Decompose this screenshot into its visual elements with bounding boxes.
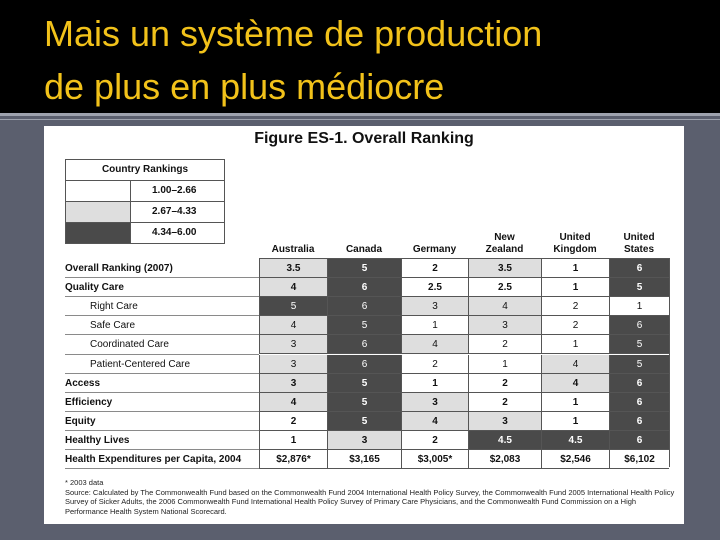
- table-cell: 3: [401, 297, 468, 316]
- row-label: Equity: [65, 415, 96, 427]
- table-cell: 1: [401, 316, 468, 335]
- table-cell: 4: [541, 374, 609, 393]
- column-header: Germany: [412, 244, 457, 255]
- table-row: [44, 278, 684, 297]
- table-cell: 1: [541, 278, 609, 297]
- table-cell: 4: [401, 335, 468, 354]
- table-row: [44, 259, 684, 278]
- row-label: Healthy Lives: [65, 434, 130, 446]
- table-cell: 2.5: [468, 278, 541, 297]
- table-cell: 2: [541, 316, 609, 335]
- table-cell: 1: [541, 412, 609, 431]
- table-row: [44, 297, 684, 316]
- table-cell: 2: [401, 431, 468, 450]
- table-cell: 5: [609, 355, 669, 374]
- table-row: [44, 335, 684, 354]
- table-cell: $2,083: [468, 450, 541, 469]
- table-cell: 2: [401, 259, 468, 278]
- footnotes: [65, 478, 680, 516]
- table-cell: 1: [609, 297, 669, 316]
- table-cell: 1: [468, 355, 541, 374]
- row-label: Access: [65, 377, 101, 389]
- table-cell: 3: [468, 316, 541, 335]
- table-cell: $2,876*: [259, 450, 327, 469]
- divider-rule-thin: [0, 119, 720, 120]
- table-cell: 6: [609, 374, 669, 393]
- table-cell: 1: [541, 335, 609, 354]
- table-cell: $3,165: [327, 450, 401, 469]
- column-header: Canada: [345, 244, 383, 255]
- table-cell: 5: [327, 316, 401, 335]
- legend-swatch: [66, 202, 131, 222]
- table-cell: 4: [401, 412, 468, 431]
- table-cell: 2: [468, 374, 541, 393]
- table-border-right: [669, 258, 670, 467]
- table-cell: 5: [327, 393, 401, 412]
- table-cell: 4: [259, 278, 327, 297]
- table-border-top: [259, 258, 670, 259]
- table-cell: 4.5: [541, 431, 609, 450]
- row-label: Efficiency: [65, 396, 113, 408]
- table-cell: 6: [609, 412, 669, 431]
- table-cell: $2,546: [541, 450, 609, 469]
- divider-rule: [0, 113, 720, 116]
- table-cell: $6,102: [609, 450, 669, 469]
- table-cell: 1: [541, 393, 609, 412]
- table-cell: 3: [259, 374, 327, 393]
- legend-swatch: [66, 223, 131, 243]
- table-row: [44, 431, 684, 450]
- table-cell: 2: [468, 393, 541, 412]
- table-cell: 6: [609, 259, 669, 278]
- table-cell: 6: [609, 316, 669, 335]
- row-label: Overall Ranking (2007): [65, 263, 173, 274]
- row-label: Quality Care: [65, 282, 124, 294]
- legend-item: [66, 223, 224, 243]
- table-cell: 2: [541, 297, 609, 316]
- column-header: United States: [623, 232, 655, 255]
- table-cell: 3.5: [259, 259, 327, 278]
- legend: [65, 159, 225, 244]
- footnote-asterisk: * 2003 data: [65, 478, 104, 487]
- table-cell: 4: [259, 393, 327, 412]
- row-divider: [65, 468, 259, 469]
- column-header: United Kingdom: [553, 232, 597, 255]
- row-label: Patient-Centered Care: [90, 358, 191, 370]
- table-cell: 3: [401, 393, 468, 412]
- table-row: [44, 412, 684, 431]
- table-row: [44, 450, 684, 469]
- table-cell: 6: [327, 297, 401, 316]
- table-cell: 6: [609, 393, 669, 412]
- table-cell: 3: [468, 412, 541, 431]
- title-band: [0, 0, 720, 113]
- column-header: Australia: [271, 244, 315, 255]
- table-cell: 2: [401, 355, 468, 374]
- row-label: Coordinated Care: [90, 339, 169, 351]
- table-cell: 6: [609, 431, 669, 450]
- column-header: New Zealand: [485, 232, 524, 255]
- table-cell: 5: [327, 374, 401, 393]
- slide-title-line-2: de plus en plus médiocre: [44, 66, 445, 107]
- table-row: [44, 374, 684, 393]
- table-cell: 4.5: [468, 431, 541, 450]
- table-cell: 3: [259, 335, 327, 354]
- figure-sheet: [44, 126, 684, 524]
- row-label: Health Expenditures per Capita, 2004: [65, 454, 242, 465]
- table-cell: 5: [609, 335, 669, 354]
- table-row: [44, 355, 684, 374]
- table-cell: $3,005*: [401, 450, 468, 469]
- legend-item: [66, 181, 224, 202]
- legend-swatch: [66, 181, 131, 201]
- table-cell: 4: [541, 355, 609, 374]
- table-cell: 3: [327, 431, 401, 450]
- table-cell: 5: [327, 412, 401, 431]
- slide-title-line-1: Mais un système de production: [44, 13, 543, 54]
- table-cell: 5: [259, 297, 327, 316]
- legend-label: 1.00–2.66: [152, 185, 197, 196]
- legend-label: 4.34–6.00: [152, 227, 197, 238]
- legend-title: Country Rankings: [66, 160, 224, 181]
- table-row: [44, 393, 684, 412]
- row-label: Right Care: [90, 301, 138, 313]
- footnote-source: Source: Calculated by The Commonwealth Fund based on the Commonwealth Fund 2004 International Health Policy Survey, the Commonwealth Fund 2005 International Health Policy Survey of Sicker Adults, the 2006 Commonwealth Fund International Health Policy Survey of Primary Care Physicians, and the Commonwealth Fund Commission on a High Performance Health System National Scorecard.: [65, 487, 675, 516]
- row-label: Safe Care: [90, 320, 136, 332]
- table-cell: 3.5: [468, 259, 541, 278]
- table-cell: 1: [541, 259, 609, 278]
- table-cell: 1: [259, 431, 327, 450]
- table-row: [44, 316, 684, 335]
- table-cell: 3: [259, 355, 327, 374]
- table-cell: 5: [327, 259, 401, 278]
- table-cell: 2: [259, 412, 327, 431]
- table-cell: 1: [401, 374, 468, 393]
- table-cell: 2: [468, 335, 541, 354]
- table-cell: 4: [468, 297, 541, 316]
- figure-title: Figure ES-1. Overall Ranking: [254, 130, 474, 147]
- table-cell: 6: [327, 335, 401, 354]
- table-cell: 4: [259, 316, 327, 335]
- legend-item: [66, 202, 224, 223]
- table-cell: 2.5: [401, 278, 468, 297]
- table-cell: 6: [327, 355, 401, 374]
- legend-label: 2.67–4.33: [152, 206, 197, 217]
- table-cell: 6: [327, 278, 401, 297]
- table-cell: 5: [609, 278, 669, 297]
